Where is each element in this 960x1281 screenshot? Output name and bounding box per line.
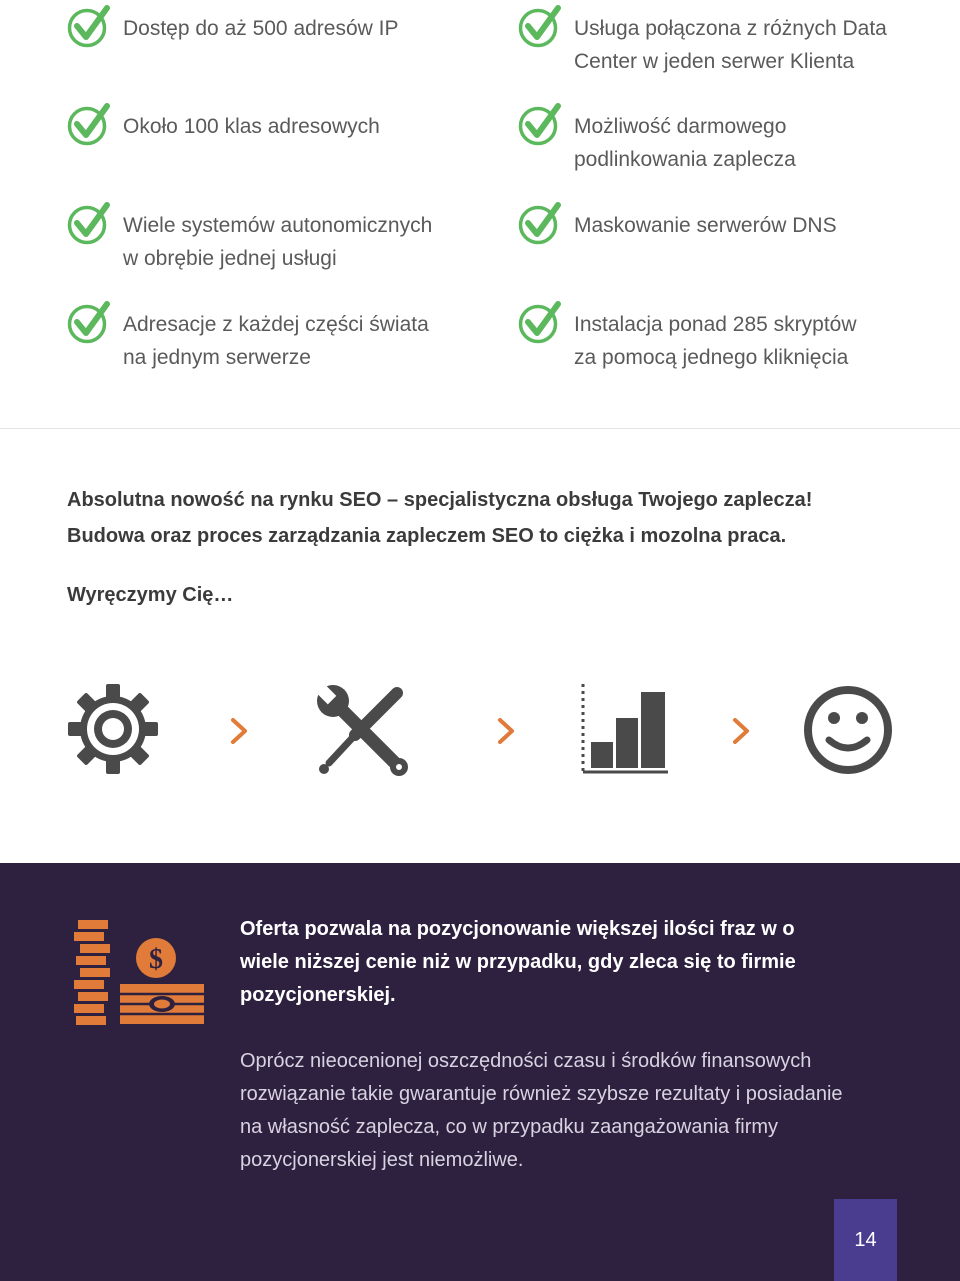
headline-line: Absolutna nowość na rynku SEO – specjalistyczna obsługa Twojego zaplecza!	[67, 489, 813, 511]
body-line: rozwiązanie takie gwarantuje również szybsze rezultaty i posiadanie	[240, 1083, 843, 1105]
checkmark-icon	[518, 102, 562, 146]
checkmark-icon	[518, 201, 562, 245]
checkmark-icon	[518, 4, 562, 48]
feature-text: Adresacje z każdej części świata na jednym serwerze	[123, 313, 429, 369]
money-icon	[72, 918, 204, 1026]
bar-chart-icon	[578, 682, 670, 774]
gear-icon	[67, 683, 159, 775]
feature-item	[518, 12, 887, 78]
feature-item	[67, 209, 432, 275]
feature-text: Usługa połączona z różnych Data Center w jeden serwer Klienta	[574, 17, 887, 73]
arrow-right-icon	[229, 716, 249, 746]
headline-line: Budowa oraz proces zarządzania zapleczem SEO to ciężka i mozolna praca.	[67, 525, 787, 547]
section-divider	[0, 428, 960, 429]
offer-line: Oferta pozwala na pozycjonowanie większej ilości fraz w o	[240, 918, 795, 940]
checkmark-icon	[67, 102, 111, 146]
feature-text: Instalacja ponad 285 skryptów za pomocą jednego kliknięcia	[574, 313, 857, 369]
page-number: 14	[854, 1228, 877, 1251]
offer-line: pozycjonerskiej.	[240, 984, 396, 1006]
arrow-right-icon	[731, 716, 751, 746]
offer-text	[240, 913, 880, 1012]
feature-text: Możliwość darmowego podlinkowania zaplecza	[574, 115, 796, 171]
feature-item	[518, 110, 796, 176]
feature-item	[518, 308, 857, 374]
feature-item	[67, 110, 380, 146]
body-line: Oprócz nieocenionej oszczędności czasu i środków finansowych	[240, 1050, 812, 1072]
currency-symbol: $	[149, 944, 163, 975]
offer-line: wiele niższej cenie niż w przypadku, gdy zleca się to firmie	[240, 951, 796, 973]
feature-item	[67, 308, 429, 374]
checkmark-icon	[67, 300, 111, 344]
feature-text: Około 100 klas adresowych	[123, 115, 380, 138]
checkmark-icon	[67, 201, 111, 245]
body-line: pozycjonerskiej jest niemożliwe.	[240, 1149, 524, 1171]
feature-item	[67, 12, 399, 48]
feature-text: Dostęp do aż 500 adresów IP	[123, 17, 399, 40]
body-line: na własność zaplecza, co w przypadku zaangażowania firmy	[240, 1116, 779, 1138]
smiley-icon	[802, 684, 894, 776]
tools-icon	[315, 685, 411, 777]
headline	[67, 482, 947, 554]
feature-list	[0, 0, 960, 400]
checkmark-icon	[67, 4, 111, 48]
subheading: Wyręczymy Cię…	[67, 584, 234, 606]
checkmark-icon	[518, 300, 562, 344]
page-number-box	[834, 1199, 897, 1281]
arrow-right-icon	[496, 716, 516, 746]
feature-item	[518, 209, 837, 245]
panel-body-text	[240, 1045, 900, 1177]
feature-text: Wiele systemów autonomicznych w obrębie jednej usługi	[123, 214, 433, 270]
feature-text: Maskowanie serwerów DNS	[574, 214, 837, 237]
